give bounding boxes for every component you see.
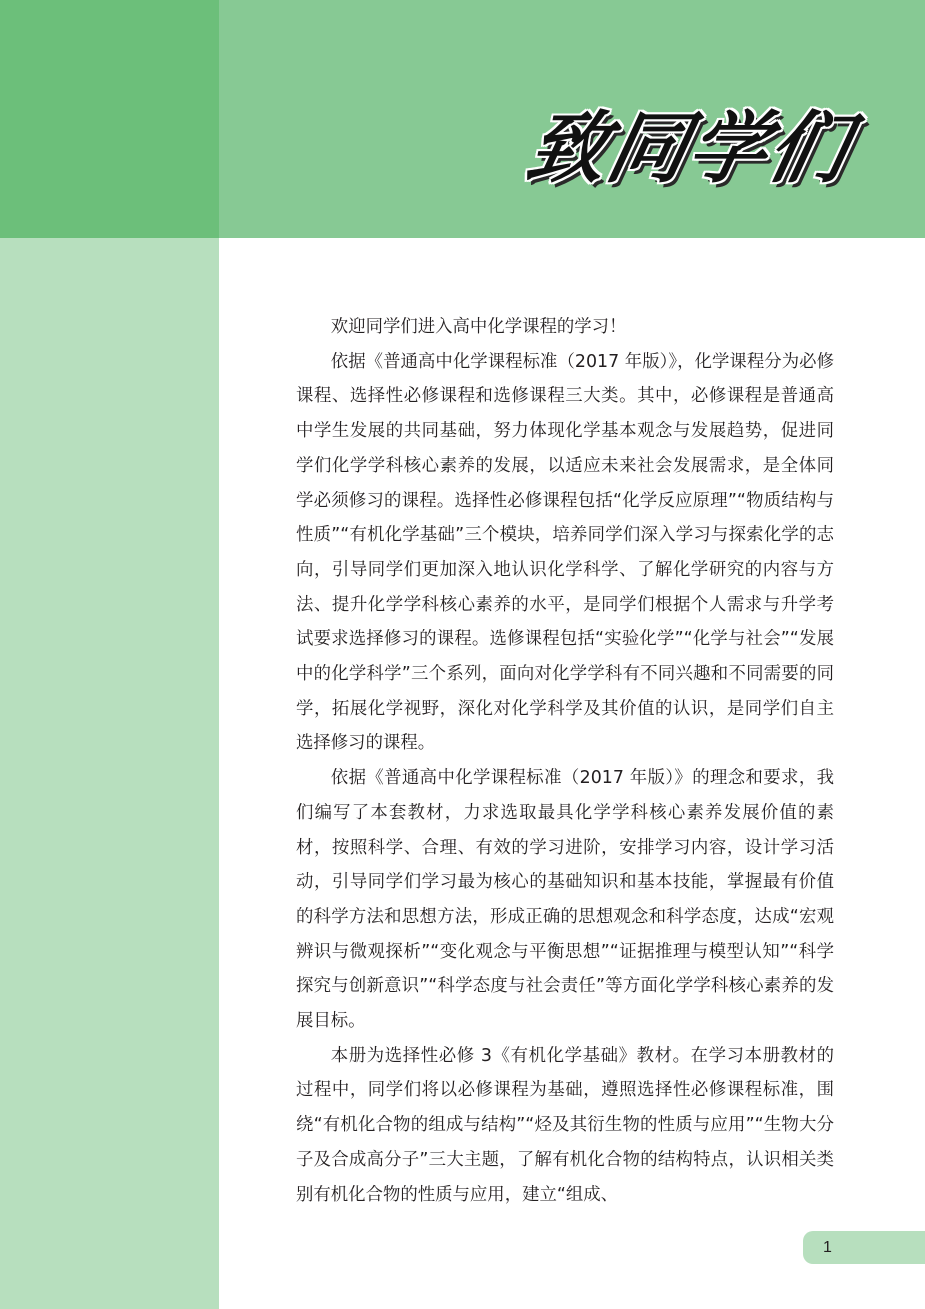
page-number: 1 [823,1239,832,1256]
header-corner-block [0,0,219,238]
page-number-tab [803,1231,925,1264]
paragraph-textbook: 依据《普通高中化学课程标准（2017 年版）》的理念和要求，我们编写了本套教材，力求选取最具化学学科核心素养发展价值的素材，按照科学、合理、有效的学习进阶，安排学习内容，设计学习活动，引导同学们学习最为核心的基础知识和基本技能，掌握最有价值的科学方法和思想方法，形成正确的思想观念和科学态度，达成“宏观辨识与微观探析”“变化观念与平衡思想”“证据推理与模型认知”“科学探究与创新意识”“科学态度与社会责任”等方面化学学科核心素养的发展目标。 [296,768,834,1032]
paragraph-this-volume: 本册为选择性必修 3《有机化学基础》教材。在学习本册教材的过程中，同学们将以必修课程为基础，遵照选择性必修课程标准，围绕“有机化合物的组成与结构”“烃及其衍生物的性质与应用”“生物大分子及合成高分子”三大主题，了解有机化合物的结构特点，认识相关类别有机化合物的性质与应用，建立“组成、 [296,1045,834,1205]
body-text [296,310,834,1212]
paragraph-curriculum: 依据《普通高中化学课程标准（2017 年版）》，化学课程分为必修课程、选择性必修课程和选修课程三大类。其中，必修课程是普通高中学生发展的共同基础，努力体现化学基本观念与发展趋势，促进同学们化学学科核心素养的发展，以适应未来社会发展需求，是全体同学必须修习的课程。选择性必修课程包括“化学反应原理”“物质结构与性质”“有机化学基础”三个模块，培养同学们深入学习与探索化学的志向，引导同学们更加深入地认识化学科学、了解化学研究的内容与方法、提升化学学科核心素养的水平，是同学们根据个人需求与升学考试要求选择修习的课程。选修课程包括“实验化学”“化学与社会”“发展中的化学科学”三个系列，面向对化学学科有不同兴趣和不同需要的同学，拓展化学视野，深化对化学科学及其价值的认识，是同学们自主选择修习的课程。 [296,351,834,754]
left-side-strip [0,238,219,1309]
page-title: 致同学们 [519,104,859,194]
paragraph-welcome: 欢迎同学们进入高中化学课程的学习！ [330,317,627,337]
